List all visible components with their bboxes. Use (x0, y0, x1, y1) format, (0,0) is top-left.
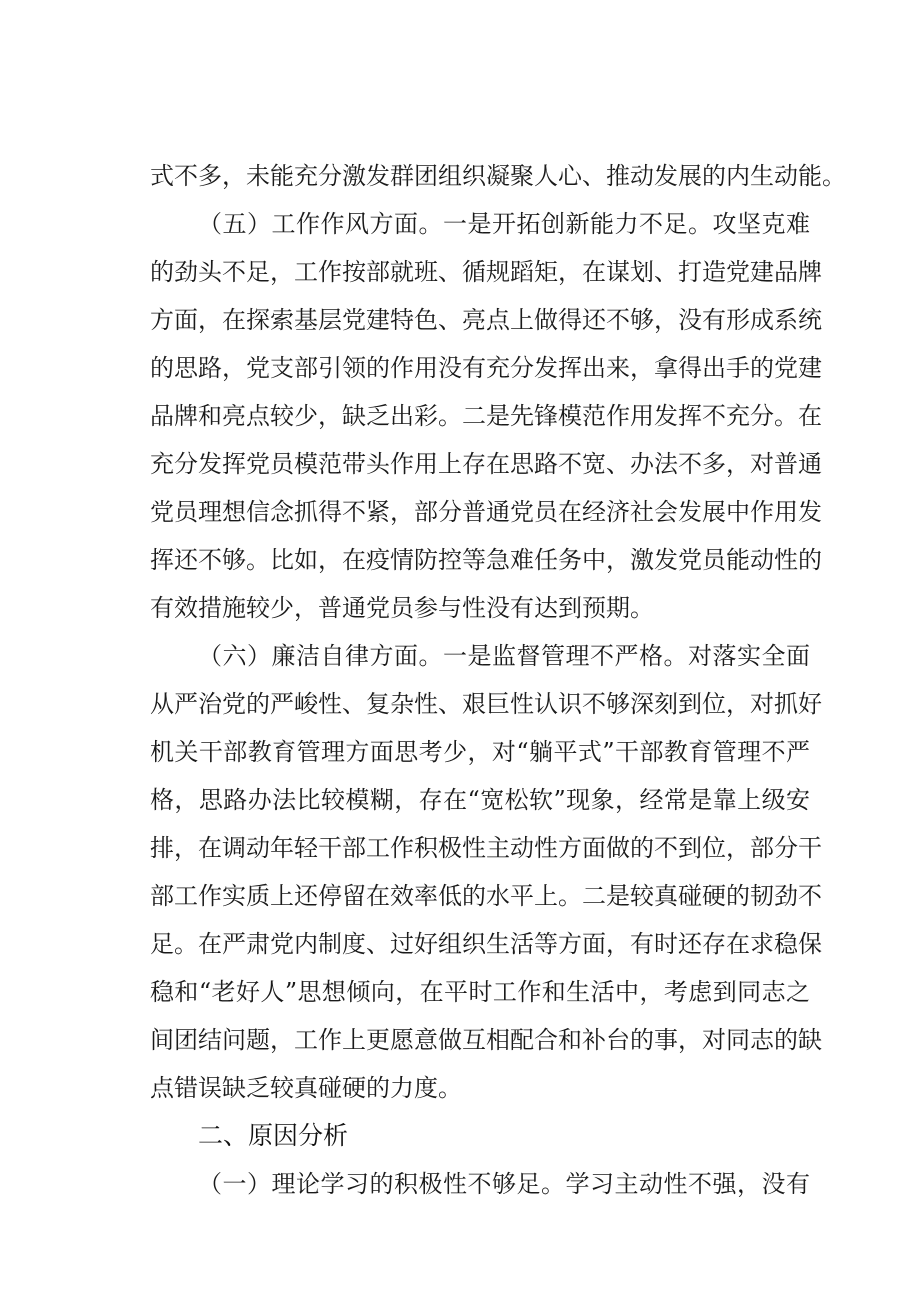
paragraph-line: （五）工作作风方面。一是开拓创新能力不足。攻坚克难 (198, 210, 810, 238)
paragraph-line: 的劲头不足，工作按部就班、循规蹈矩，在谋划、打造党建品牌 (150, 258, 822, 286)
document-body (150, 152, 846, 1208)
paragraph-line: 方面，在探索基层党建特色、亮点上做得还不够，没有形成系统 (150, 306, 822, 334)
paragraph-line: 有效措施较少，普通党员参与性没有达到预期。 (150, 594, 654, 622)
paragraph-line: 品牌和亮点较少，缺乏出彩。二是先锋模范作用发挥不充分。在 (150, 402, 822, 430)
paragraph-line: 格，思路办法比较模糊，存在“宽松软”现象，经常是靠上级安 (150, 786, 810, 814)
paragraph-line: （一）理论学习的积极性不够足。学习主动性不强，没有 (198, 1170, 810, 1198)
paragraph-line: 机关干部教育管理方面思考少，对“躺平式”干部教育管理不严 (150, 738, 810, 766)
section-heading: 二、原因分析 (198, 1121, 349, 1150)
paragraph-line: 点错误缺乏较真碰硬的力度。 (150, 1074, 462, 1102)
paragraph-line: 稳和“老好人”思想倾向，在平时工作和生活中，考虑到同志之 (150, 978, 810, 1006)
paragraph-line: （六）廉洁自律方面。一是监督管理不严格。对落实全面 (198, 642, 810, 670)
paragraph-line: 式不多，未能充分激发群团组织凝聚人心、推动发展的内生动能。 (150, 162, 846, 190)
paragraph-line: 的思路，党支部引领的作用没有充分发挥出来，拿得出手的党建 (150, 354, 822, 382)
paragraph-line: 从严治党的严峻性、复杂性、艰巨性认识不够深刻到位，对抓好 (150, 690, 822, 718)
paragraph-line: 足。在严肃党内制度、过好组织生活等方面，有时还存在求稳保 (150, 930, 822, 958)
paragraph-line: 部工作实质上还停留在效率低的水平上。二是较真碰硬的韧劲不 (150, 882, 822, 910)
paragraph-line: 党员理想信念抓得不紧，部分普通党员在经济社会发展中作用发 (150, 498, 822, 526)
paragraph-line: 挥还不够。比如，在疫情防控等急难任务中，激发党员能动性的 (150, 546, 822, 574)
paragraph-line: 排，在调动年轻干部工作积极性主动性方面做的不到位，部分干 (150, 834, 822, 862)
paragraph-line: 充分发挥党员模范带头作用上存在思路不宽、办法不多，对普通 (150, 450, 822, 478)
paragraph-line: 间团结问题，工作上更愿意做互相配合和补台的事，对同志的缺 (150, 1026, 822, 1054)
